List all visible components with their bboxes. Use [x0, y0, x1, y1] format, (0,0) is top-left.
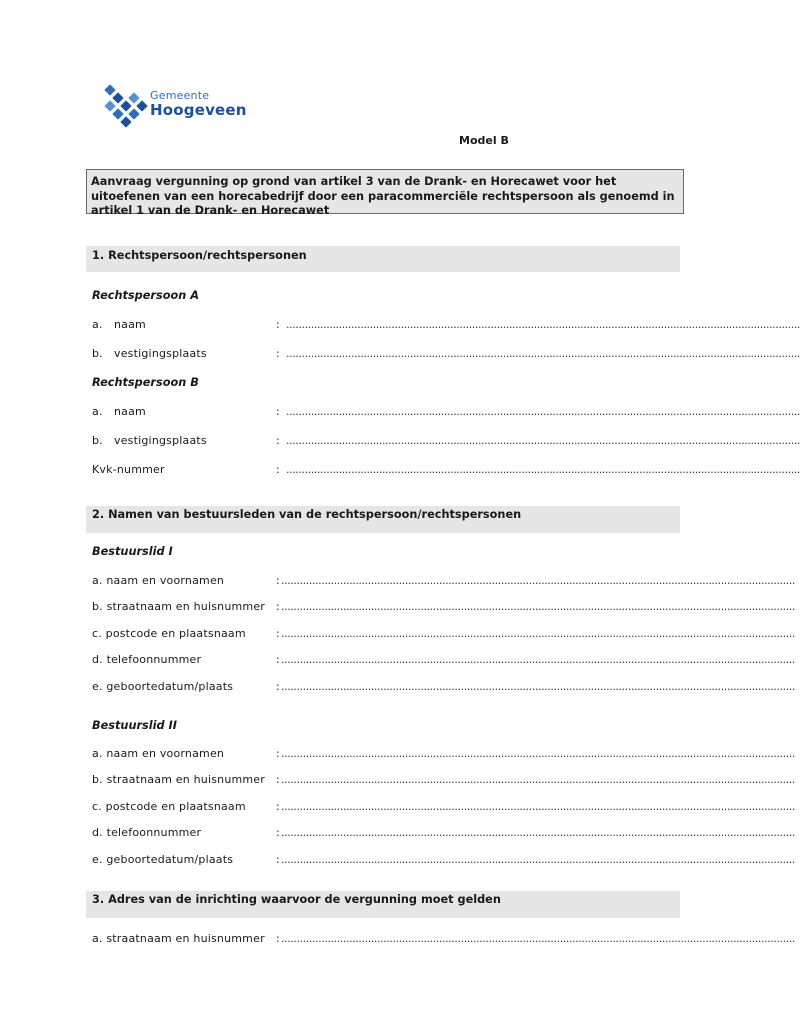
- field-label-kvk-nummer: Kvk-nummer: [92, 463, 165, 476]
- field-colon: :: [276, 932, 280, 945]
- section-2-heading: 2. Namen van bestuursleden van de rechtspersoon/rechtspersonen: [86, 506, 680, 533]
- input-line-bestuurslid-1-naam[interactable]: ......................................................................................................................................................................: [281, 574, 796, 587]
- field-letter: b.: [92, 347, 103, 360]
- field-text: naam: [114, 405, 146, 418]
- field-label-bestuurslid-1-postcode: c. postcode en plaatsnaam: [92, 627, 246, 640]
- input-line-b-vestigingsplaats[interactable]: ......................................................................................................................................................................: [286, 434, 800, 447]
- field-label-inrichting-straat: a. straatnaam en huisnummer: [92, 932, 265, 945]
- field-letter: a.: [92, 405, 103, 418]
- field-colon: :: [276, 826, 280, 839]
- field-colon: :: [276, 680, 280, 693]
- field-label-bestuurslid-1-straat: b. straatnaam en huisnummer: [92, 600, 266, 613]
- field-label-b-naam: [92, 405, 146, 418]
- field-colon: :: [276, 600, 280, 613]
- field-label-bestuurslid-1-telefoon: d. telefoonnummer: [92, 653, 202, 666]
- document-title: Aanvraag vergunning op grond van artikel 3 van de Drank- en Horecawet voor het uitoefenen van een horecabedrijf door een paracommerciële rechtspersoon als genoemd in artikel 1 van de Drank- en Horecawet: [86, 169, 684, 214]
- input-line-a-naam[interactable]: ......................................................................................................................................................................: [286, 318, 800, 331]
- input-line-b-naam[interactable]: ......................................................................................................................................................................: [286, 405, 800, 418]
- field-colon: :: [276, 853, 280, 866]
- field-colon: :: [276, 434, 280, 447]
- rechtspersoon-a-heading: Rechtspersoon A: [92, 289, 199, 302]
- field-label-bestuurslid-2-postcode: c. postcode en plaatsnaam: [92, 800, 246, 813]
- field-label-bestuurslid-1-geboorte: e. geboortedatum/plaats: [92, 680, 234, 693]
- input-line-bestuurslid-2-postcode[interactable]: ......................................................................................................................................................................: [281, 800, 796, 813]
- model-label: Model B: [459, 134, 509, 147]
- field-label-bestuurslid-2-naam: a. naam en voornamen: [92, 747, 225, 760]
- field-colon: :: [276, 463, 280, 476]
- field-letter: b.: [92, 434, 103, 447]
- field-label-bestuurslid-2-geboorte: e. geboortedatum/plaats: [92, 853, 234, 866]
- field-label-bestuurslid-2-straat: b. straatnaam en huisnummer: [92, 773, 266, 786]
- field-colon: :: [276, 627, 280, 640]
- section-3-heading: 3. Adres van de inrichting waarvoor de vergunning moet gelden: [86, 891, 680, 918]
- field-text: vestigingsplaats: [114, 434, 207, 447]
- field-letter: a.: [92, 318, 103, 331]
- field-colon: :: [276, 653, 280, 666]
- field-colon: :: [276, 747, 280, 760]
- field-label-b-vestigingsplaats: [92, 434, 207, 447]
- field-colon: :: [276, 773, 280, 786]
- input-line-a-vestigingsplaats[interactable]: ......................................................................................................................................................................: [286, 347, 800, 360]
- field-colon: :: [276, 318, 280, 331]
- input-line-bestuurslid-2-naam[interactable]: ......................................................................................................................................................................: [281, 747, 796, 760]
- input-line-bestuurslid-2-straat[interactable]: ......................................................................................................................................................................: [281, 773, 796, 786]
- field-label-a-vestigingsplaats: [92, 347, 207, 360]
- field-text: vestigingsplaats: [114, 347, 207, 360]
- field-label-a-naam: [92, 318, 146, 331]
- bestuurslid-1-heading: Bestuurslid I: [92, 545, 173, 558]
- input-line-inrichting-straat[interactable]: ......................................................................................................................................................................: [281, 932, 796, 945]
- input-line-bestuurslid-1-straat[interactable]: ......................................................................................................................................................................: [281, 600, 796, 613]
- field-label-bestuurslid-2-telefoon: d. telefoonnummer: [92, 826, 202, 839]
- logo-text-gemeente: Gemeente: [150, 89, 210, 102]
- bestuurslid-2-heading: Bestuurslid II: [92, 719, 177, 732]
- input-line-bestuurslid-2-geboorte[interactable]: ......................................................................................................................................................................: [281, 853, 796, 866]
- input-line-bestuurslid-1-telefoon[interactable]: ......................................................................................................................................................................: [281, 653, 796, 666]
- input-line-bestuurslid-1-geboorte[interactable]: ......................................................................................................................................................................: [281, 680, 796, 693]
- input-line-kvk-nummer[interactable]: ......................................................................................................................................................................: [286, 463, 800, 476]
- input-line-bestuurslid-2-telefoon[interactable]: ......................................................................................................................................................................: [281, 826, 796, 839]
- field-colon: :: [276, 347, 280, 360]
- field-colon: :: [276, 800, 280, 813]
- rechtspersoon-b-heading: Rechtspersoon B: [92, 376, 199, 389]
- field-text: naam: [114, 318, 146, 331]
- input-line-bestuurslid-1-postcode[interactable]: ......................................................................................................................................................................: [281, 627, 796, 640]
- logo-text-hoogeveen: Hoogeveen: [150, 101, 247, 119]
- section-1-heading: 1. Rechtspersoon/rechtspersonen: [86, 246, 680, 272]
- field-colon: :: [276, 574, 280, 587]
- field-colon: :: [276, 405, 280, 418]
- field-label-bestuurslid-1-naam: a. naam en voornamen: [92, 574, 225, 587]
